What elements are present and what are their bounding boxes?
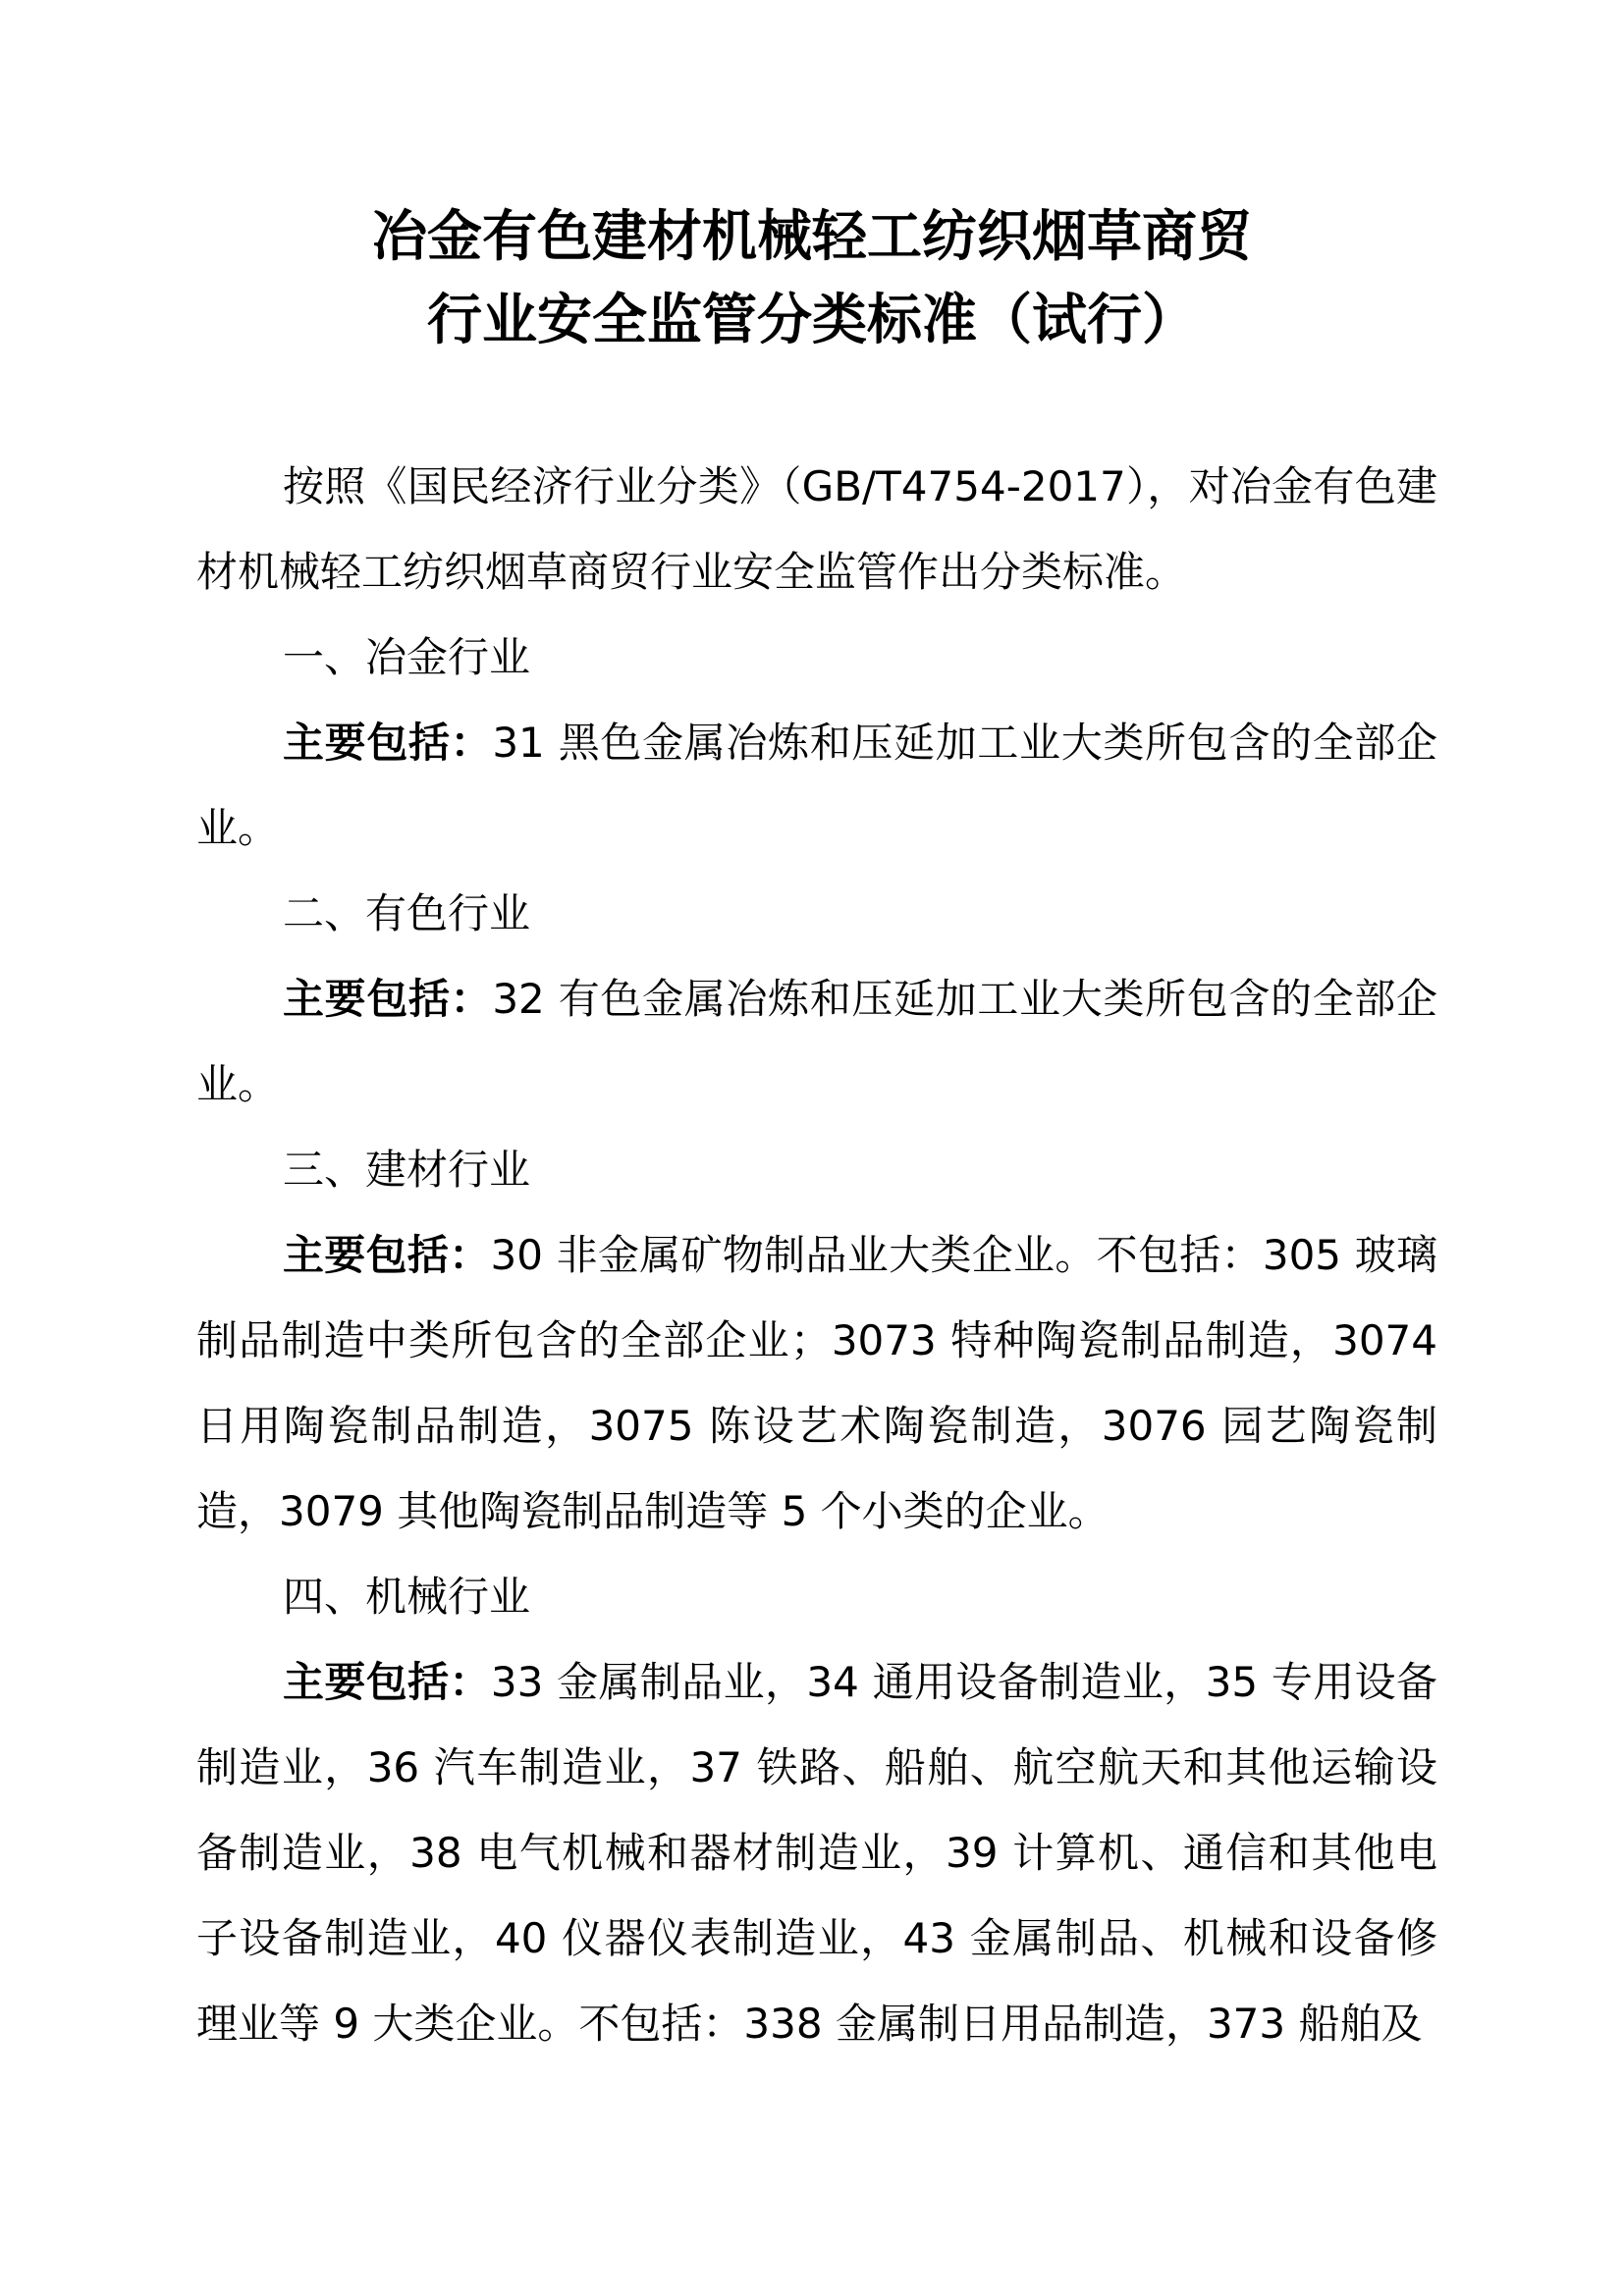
document-title-line2: 行业安全监管分类标准（试行） <box>427 288 1197 352</box>
section-paragraph-nonferrous <box>196 956 1437 1127</box>
section-text: 31 黑色金属冶炼和压延加工业大类所包含的全部企业。 <box>196 719 1437 852</box>
section-paragraph-building-materials <box>196 1212 1437 1554</box>
section-paragraph-machinery <box>196 1639 1437 2066</box>
section-lead-label: 主要包括： <box>283 1231 491 1279</box>
section-text: 33 金属制品业，34 通用设备制造业，35 专用设备制造业，36 汽车制造业，37 铁路、船舶、航空航天和其他运输设备制造业，38 电气机械和器材制造业，39 计算机、通信和其他电子设备制造业，40 仪器仪表制造业，43 金属制品、机械和设备修理业等 9 大类企业。不包括：338 金属制日用品制造，373 船舶及 <box>196 1658 1437 2048</box>
section-heading-metallurgy: 一、冶金行业 <box>283 633 531 681</box>
section-paragraph-metallurgy <box>196 700 1437 871</box>
section-lead-label: 主要包括： <box>283 1658 491 1706</box>
section-heading-building-materials: 三、建材行业 <box>283 1146 531 1194</box>
document-body <box>196 444 1437 2066</box>
document-title-line1: 冶金有色建材机械轻工纺织烟草商贸 <box>372 204 1252 269</box>
section-heading-nonferrous: 二、有色行业 <box>283 889 531 937</box>
section-heading-machinery: 四、机械行业 <box>283 1573 531 1621</box>
section-lead-label: 主要包括： <box>283 975 493 1023</box>
section-text: 32 有色金属冶炼和压延加工业大类所包含的全部企业。 <box>196 975 1437 1108</box>
section-text: 30 非金属矿物制品业大类企业。不包括：305 玻璃制品制造中类所包含的全部企业；3073 特种陶瓷制品制造，3074 日用陶瓷制品制造，3075 陈设艺术陶瓷制造，3076 园艺陶瓷制造，3079 其他陶瓷制品制造等 5 个小类的企业。 <box>196 1231 1437 1535</box>
intro-paragraph: 按照《国民经济行业分类》（GB/T4754-2017），对冶金有色建材机械轻工纺织烟草商贸行业安全监管作出分类标准。 <box>196 462 1437 596</box>
section-lead-label: 主要包括： <box>283 719 493 767</box>
